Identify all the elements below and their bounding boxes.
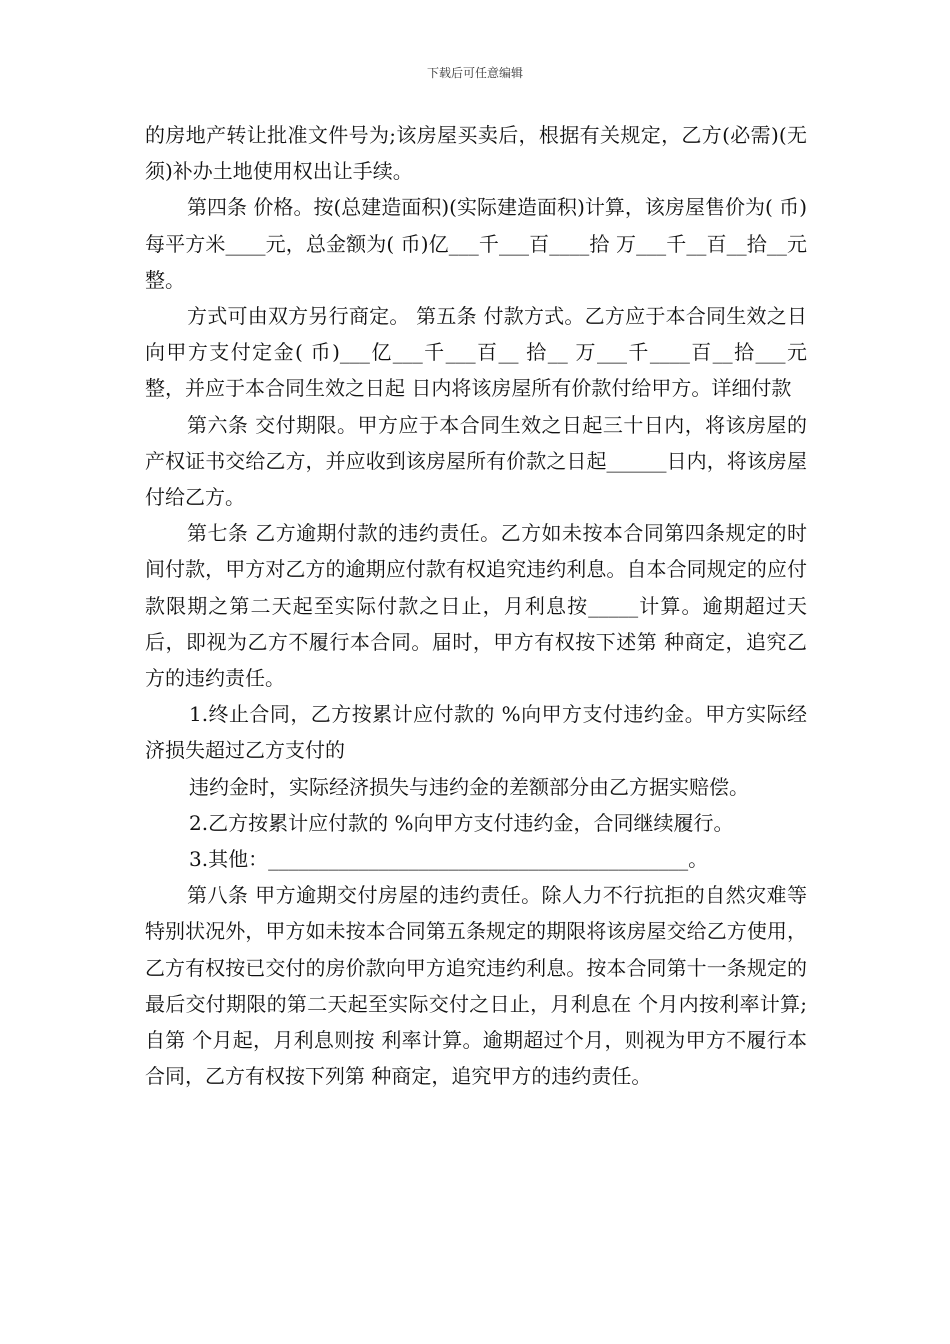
paragraph-clause-2: 2.乙方按累计应付款的 %向甲方支付违约金，合同继续履行。 — [189, 810, 734, 835]
paragraph-clause-1: 1.终止合同，乙方按累计应付款的 %向甲方支付违约金。甲方实际经济损失超过乙方支付的 — [145, 702, 807, 763]
paragraph-article-8-seller-default: 第八条 甲方逾期交付房屋的违约责任。除人力不行抗拒的自然灾难等特别状况外，甲方如未按本合同第五条规定的期限将该房屋交给乙方使用，乙方有权按已交付的房价款向甲方追究违约利息。按本合同第十一条规定的最后交付期限的第二天起至实际交付之日止，月利息在 个月内按利率计算;自第 个月起，月利息则按 利率计算。逾期超过个月，则视为甲方不履行本合同，乙方有权按下列第 种商定，追究甲方的违约责任。 — [145, 883, 807, 1089]
paragraph-clause-1-continued: 违约金时，实际经济损失与违约金的差额部分由乙方据实赔偿。 — [189, 774, 749, 799]
paragraph-clause-3: 3.其他：__________________________________________。 — [189, 847, 709, 872]
paragraph-article-5-payment: 方式可由双方另行商定。 第五条 付款方式。乙方应于本合同生效之日向甲方支付定金( 币)___亿___千___百__ 拾__ 万___千____百__拾___元整，并应于本合同生效之日起 日内将该房屋所有价款付给甲方。详细付款 — [145, 304, 807, 401]
document-body — [145, 117, 807, 1094]
page-header-note: 下载后可任意编辑 — [426, 66, 523, 80]
paragraph-article-4-price: 第四条 价格。按(总建造面积)(实际建造面积)计算，该房屋售价为( 币)每平方米____元，总金额为( 币)亿___千___百____拾 万___千__百__拾__元整。 — [145, 195, 807, 292]
paragraph-land-use: 的房地产转让批准文件号为;该房屋买卖后，根据有关规定，乙方(必需)(无须)补办土地使用权出让手续。 — [145, 123, 807, 184]
paragraph-article-6-delivery: 第六条 交付期限。甲方应于本合同生效之日起三十日内，将该房屋的产权证书交给乙方，并应收到该房屋所有价款之日起______日内，将该房屋付给乙方。 — [145, 412, 807, 510]
paragraph-article-7-buyer-default: 第七条 乙方逾期付款的违约责任。乙方如未按本合同第四条规定的时间付款，甲方对乙方的逾期应付款有权追究违约利息。自本合同规定的应付款限期之第二天起至实际付款之日止，月利息按_____计算。逾期超过天后，即视为乙方不履行本合同。届时，甲方有权按下述第 种商定，追究乙方的违约责任。 — [145, 521, 807, 691]
